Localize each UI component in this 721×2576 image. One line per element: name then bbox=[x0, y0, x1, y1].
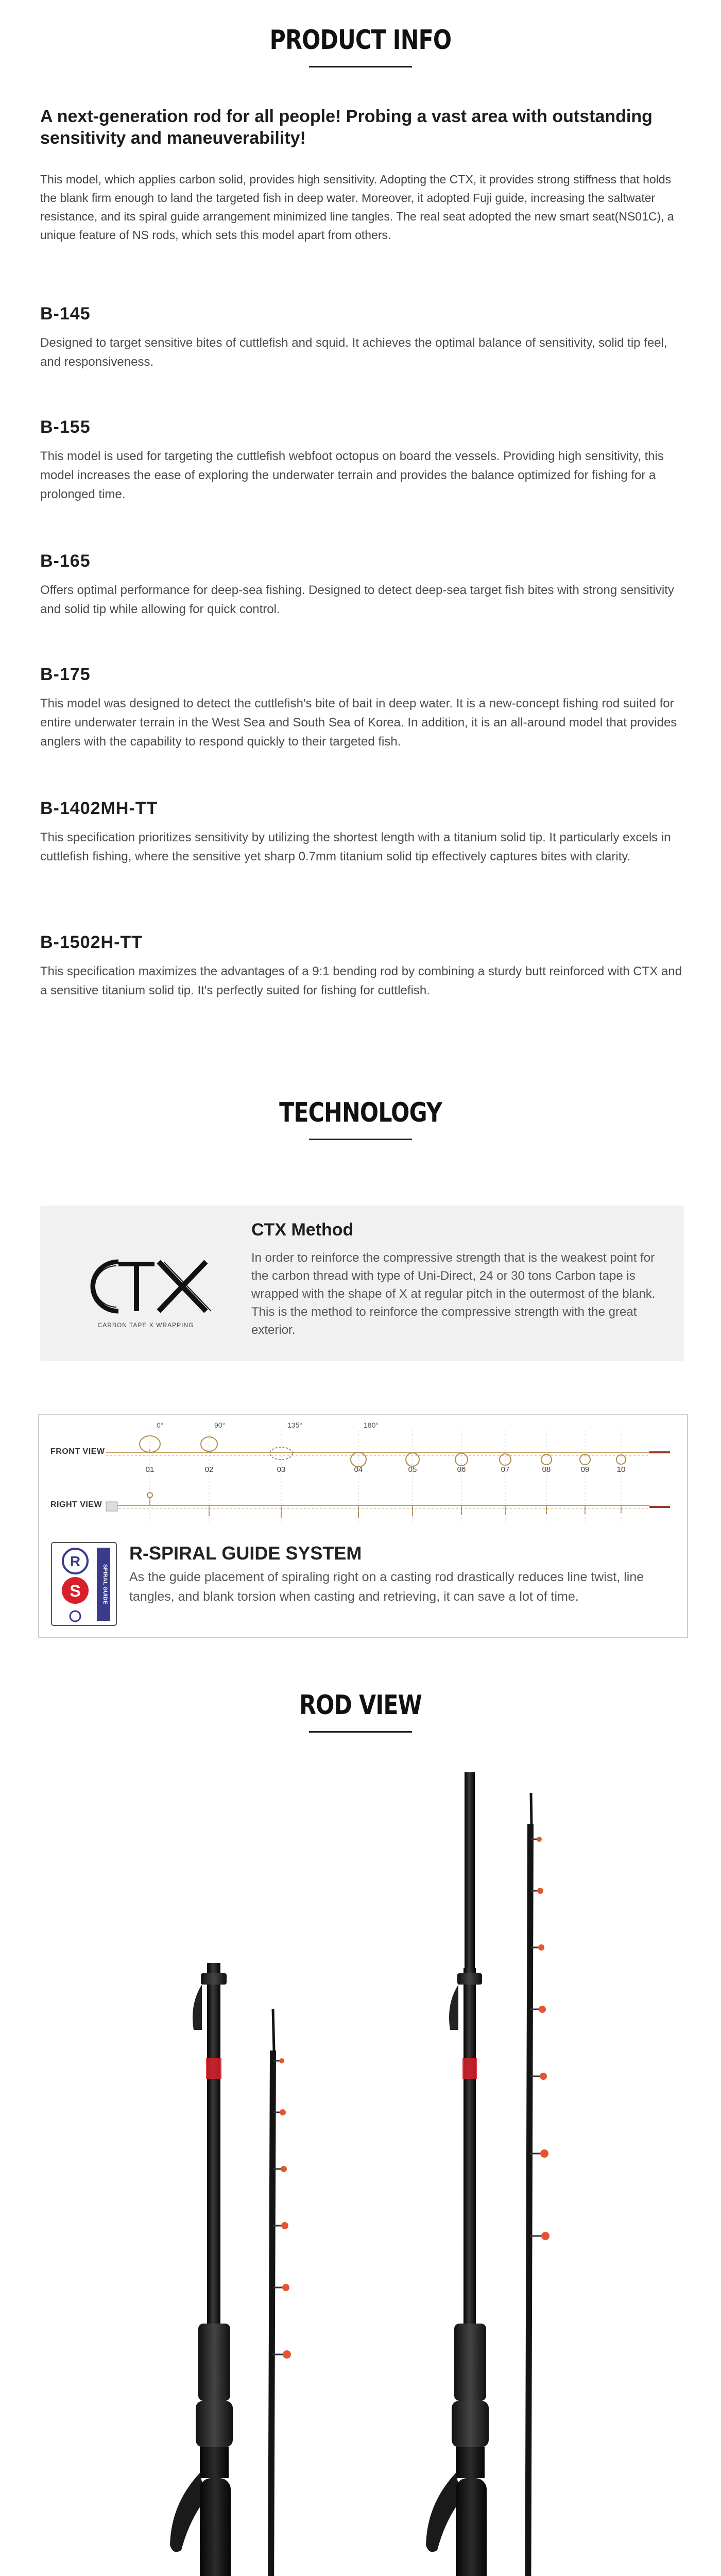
ctx-card bbox=[40, 1206, 684, 1361]
product-info-title: PRODUCT INFO bbox=[269, 25, 452, 56]
model-description: This model is used for targeting the cuttlefish webfoot octopus on board the vessels. Providing high sensitivity, this model increases the ease of exploring the underwater terrain and provides the balance optimized for fishing for a prolonged time. bbox=[40, 449, 664, 501]
model-block-b145 bbox=[40, 304, 684, 371]
rod-b155-butt bbox=[170, 1963, 233, 2576]
guide-number: 06 bbox=[457, 1465, 466, 1474]
model-title: B-145 bbox=[40, 304, 91, 324]
rod-b155-tip-section bbox=[268, 2009, 291, 2576]
guide-number: 09 bbox=[580, 1465, 590, 1474]
guide-number: 10 bbox=[616, 1465, 626, 1474]
guide-number: 05 bbox=[408, 1465, 417, 1474]
rod-b175-tip-section bbox=[525, 1793, 550, 2576]
model-title: B-175 bbox=[40, 665, 91, 684]
guide-number: 01 bbox=[145, 1465, 154, 1474]
rod-view-title: ROD VIEW bbox=[299, 1690, 422, 1721]
rod-b175-butt bbox=[426, 1772, 489, 2576]
model-title: B-155 bbox=[40, 417, 91, 437]
right-view-label: RIGHT VIEW bbox=[50, 1500, 102, 1509]
model-block-b1402mh-tt bbox=[40, 799, 684, 866]
front-view-guides bbox=[140, 1436, 626, 1467]
guide-number: 08 bbox=[542, 1465, 551, 1474]
ctx-title: CTX Method bbox=[251, 1220, 354, 1240]
technology-rule bbox=[309, 1139, 412, 1140]
model-title: B-1502H-TT bbox=[40, 933, 143, 952]
model-description: Designed to target sensitive bites of cuttlefish and squid. It achieves the optimal balance of sensitivity, solid tip feel, and responsiveness. bbox=[40, 336, 667, 369]
rod-view-illustration bbox=[0, 1762, 721, 2576]
angle-label: 180° bbox=[364, 1421, 379, 1429]
badge-letter-r: R bbox=[70, 1553, 81, 1569]
model-block-b155 bbox=[40, 417, 684, 504]
spiral-guide-description: As the guide placement of spiraling right on a casting rod drastically reduces line twist, line tangles, and blank torsion when casting and retrieving, it can save a lot of time. bbox=[129, 1570, 644, 1604]
rod-view-rule bbox=[309, 1731, 412, 1733]
guide-number: 03 bbox=[277, 1465, 286, 1474]
r-spiral-badge-icon bbox=[50, 1541, 117, 1626]
model-block-b165 bbox=[40, 551, 684, 619]
model-block-b175 bbox=[40, 665, 684, 751]
spiral-guide-box bbox=[38, 1414, 688, 1638]
angle-label: 0° bbox=[157, 1421, 164, 1429]
ctx-description: In order to reinforce the compressive strength that is the weakest point for the carbon thread with type of Uni-Direct, 24 or 30 tons Carbon tape is wrapped with the shape of X at regular pitch in the outermost of the blank. This is the method to reinforce the compressive strength with the great exterior. bbox=[251, 1251, 656, 1337]
product-info-body: This model, which applies carbon solid, provides high sensitivity. Adopting the CTX, it provides strong stiffness that holds the blank firm enough to land the targeted fish in deep water. Moreover, it adopted Fuji guide, increasing the saltwater resistance, and its spiral guide arrangement minimized line tangles. The real seat adopted the new smart seat(NS01C), a unique feature of NS rods, which sets this model apart from others. bbox=[40, 173, 674, 242]
spiral-guide-title: R-SPIRAL GUIDE SYSTEM bbox=[129, 1543, 362, 1564]
guide-number: 04 bbox=[354, 1465, 363, 1474]
technology-title: TECHNOLOGY bbox=[279, 1097, 442, 1128]
badge-letter-s: S bbox=[70, 1582, 81, 1600]
model-block-b1502h-tt bbox=[40, 933, 684, 1000]
model-description: Offers optimal performance for deep-sea fishing. Designed to detect deep-sea target fish bites with strong sensitivity and solid tip while allowing for quick control. bbox=[40, 583, 674, 616]
angle-label: 135° bbox=[287, 1421, 302, 1429]
guide-number: 07 bbox=[501, 1465, 510, 1474]
model-title: B-1402MH-TT bbox=[40, 799, 158, 818]
angle-label: 90° bbox=[214, 1421, 226, 1429]
ctx-logo-caption: CARBON TAPE X WRAPPING bbox=[97, 1321, 194, 1329]
spiral-guide-diagram bbox=[39, 1415, 687, 1534]
guide-number: 02 bbox=[204, 1465, 214, 1474]
model-title: B-165 bbox=[40, 551, 91, 571]
model-description: This specification prioritizes sensitivity by utilizing the shortest length with a titanium solid tip. It particularly excels in cuttlefish fishing, where the sensitive yet sharp 0.7mm titanium solid tip effectively captures bites with clarity. bbox=[40, 831, 671, 863]
product-info-heading: A next-generation rod for all people! Probing a vast area with outstanding sensitivity and maneuverability! bbox=[40, 107, 653, 148]
ctx-logo bbox=[71, 1250, 218, 1323]
model-description: This specification maximizes the advantages of a 9:1 bending rod by combining a sturdy butt reinforced with CTX and a sensitive titanium solid tip. It's perfectly suited for fishing for cuttlefish. bbox=[40, 964, 682, 997]
product-info-rule bbox=[309, 66, 412, 67]
badge-caption: SPIRAL GUIDE bbox=[102, 1564, 108, 1605]
front-view-label: FRONT VIEW bbox=[50, 1447, 105, 1456]
model-description: This model was designed to detect the cuttlefish's bite of bait in deep water. It is a new-concept fishing rod suited for entire underwater terrain in the West Sea and South Sea of Korea. In addition, it is an all-around model that provides anglers with the capability to respond quickly to their targeted fish. bbox=[40, 697, 677, 749]
